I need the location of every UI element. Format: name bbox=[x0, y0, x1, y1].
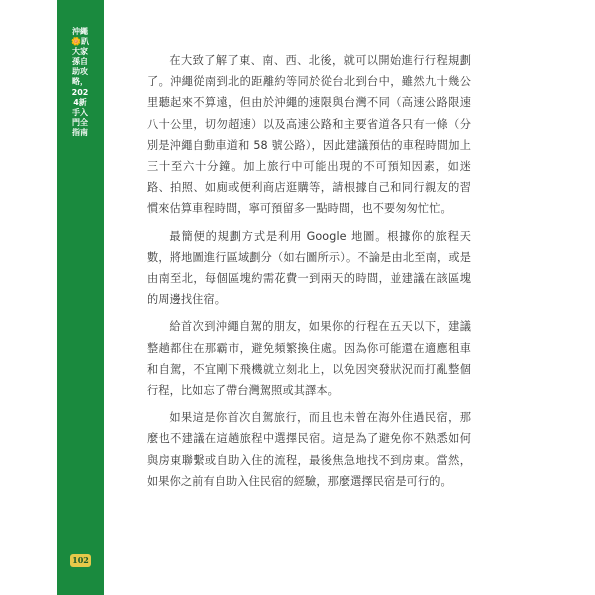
sidebar-book-title: 沖繩🌼趴大家孫自助攻略，2024新手入門全指南 bbox=[71, 27, 89, 137]
paragraph-homestay-advice: 如果這是你首次自駕旅行，而且也未曾在海外住過民宿，那麼也不建議在這趟旅程中選擇民宿。這是為了避免你不熟悉如何與房東聯繫或自助入住的流程，最後焦急地找不到房東。當然，如果你之前有自助入住民宿的經驗，那麼選擇民宿是可行的。 bbox=[147, 411, 471, 488]
page-number-badge: 102 bbox=[70, 554, 91, 567]
body-text bbox=[147, 50, 471, 498]
paragraph-first-time-drivers: 給首次到沖繩自駕的朋友，如果你的行程在五天以下，建議整趟都住在那霸市，避免頻繁換住處。因為你可能還在適應租車和自駕，不宜剛下飛機就立刻北上，以免因突發狀況而打亂整個行程，比如忘了帶台灣駕照或其譯本。 bbox=[147, 320, 471, 398]
paragraph-itinerary-planning: 在大致了解了東、南、西、北後，就可以開始進行行程規劃了。沖繩從南到北的距離約等同於從台北到台中，雖然九十幾公里聽起來不算遠，但由於沖繩的速限與台灣不同（高速公路限速八十公里，切勿超速）以及高速公路和主要省道各只有一條（分別是沖繩自動車道和 58 號公路），因此建議預估的車程時間加上三十至六十分鐘。加上旅行中可能出現的不可預知因素，如迷路、拍照、如廁或便利商店逛購等，請根據自己和同行親友的習慣來估算車程時間，寧可預留多一點時間，也不要匆匆忙忙。 bbox=[147, 54, 471, 216]
paragraph-google-maps: 最簡便的規劃方式是利用 Google 地圖。根據你的旅程天數，將地圖進行區域劃分（如右圖所示）。不論是由北至南，或是由南至北，每個區塊約需花費一到兩天的時間，並建議在該區塊的周邊找住宿。 bbox=[147, 229, 471, 307]
